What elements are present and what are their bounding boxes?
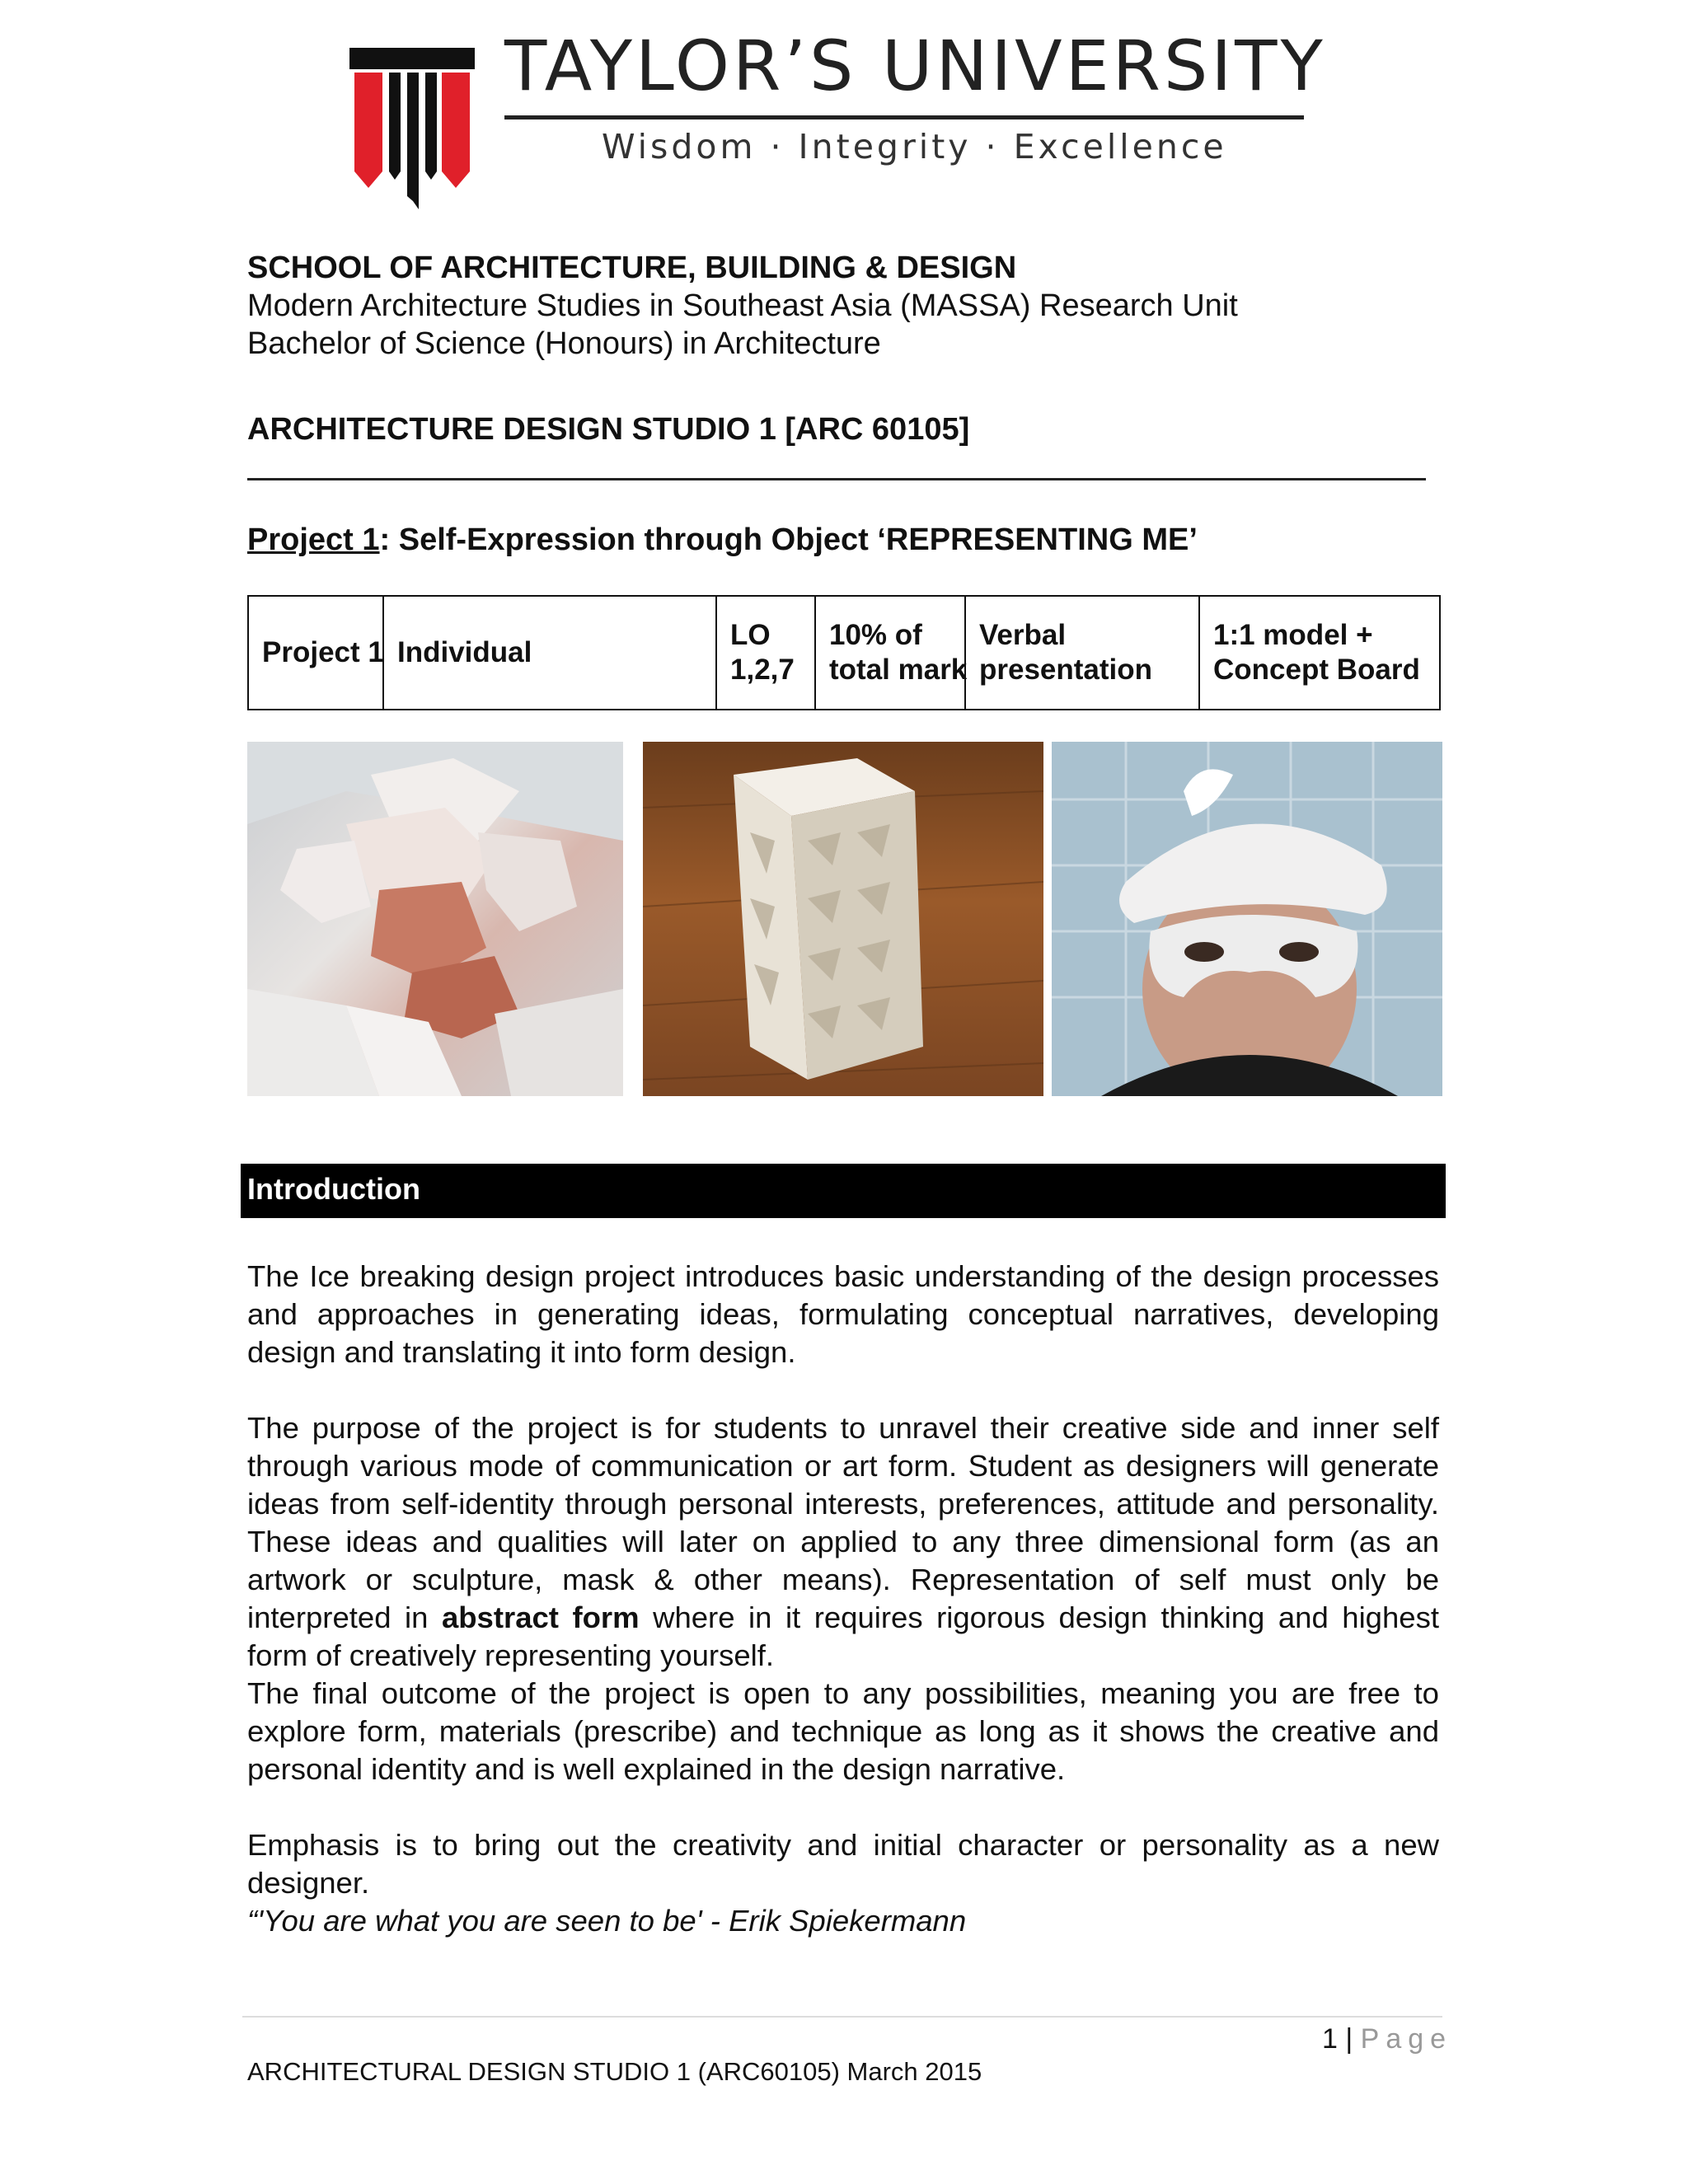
university-logo-icon <box>349 48 475 209</box>
university-motto: Wisdom · Integrity · Excellence <box>602 127 1227 166</box>
project-title <box>247 521 1198 559</box>
title-divider <box>247 478 1426 480</box>
designer-quote: “'You are what you are seen to be' - Erik Spiekermann <box>247 1904 967 1938</box>
footer-divider <box>242 2016 1442 2018</box>
intro-paragraph-4 <box>247 1826 1439 1940</box>
assessment-line2: presentation <box>979 654 1153 686</box>
paper-mask-photo <box>1052 742 1442 1096</box>
project-summary-table <box>247 595 1441 710</box>
paragraph-2-part-1: The purpose of the project is for students to unravel their creative side and inner self through various mode of communication or art form. Student as designers will generate ideas from self-identity through personal interests, preferences, attitude and personality. These ideas and qualities will later on applied to any three dimensional form (as an artwork or sculpture, mask & other means). Representation of self must only be interpreted in <box>247 1411 1439 1634</box>
table-cell-weight <box>815 596 968 710</box>
footer-course-date: ARCHITECTURAL DESIGN STUDIO 1 (ARC60105) March 2015 <box>247 2057 982 2086</box>
weight-line2: total mark <box>829 654 968 686</box>
lo-values: 1,2,7 <box>730 654 795 686</box>
lo-label: LO <box>730 619 771 651</box>
course-title: ARCHITECTURE DESIGN STUDIO 1 [ARC 60105] <box>247 412 970 447</box>
table-cell-assessment <box>965 596 1199 710</box>
assessment-line1: Verbal <box>979 619 1067 651</box>
weight-line1: 10% of <box>829 619 922 651</box>
university-name: TAYLOR’S UNIVERSITY <box>504 26 1326 106</box>
project-label: Project 1 <box>247 523 380 557</box>
paragraph-2-part-2: where in it requires rigorous design thinking and highest form of creatively representing yourself. <box>247 1601 1439 1672</box>
paper-sculpture-photo <box>247 742 623 1096</box>
table-cell-type: Individual <box>383 596 716 710</box>
research-unit: Modern Architecture Studies in Southeast Asia (MASSA) Research Unit <box>247 288 1238 323</box>
page-word: Page <box>1360 2023 1453 2055</box>
section-header-bar <box>241 1164 1446 1218</box>
school-name: SCHOOL OF ARCHITECTURE, BUILDING & DESIGN <box>247 251 1017 285</box>
intro-paragraph-3: The final outcome of the project is open to any possibilities, meaning you are free to explore form, materials (prescribe) and technique as long as it shows the creative and personal identity and is well explained in the design narrative. <box>247 1676 1439 1786</box>
page-number <box>1322 2021 1452 2057</box>
paragraph-4-text: Emphasis is to bring out the creativity and initial character or personality as a new designer. <box>247 1828 1439 1900</box>
page-number-value: 1 | <box>1322 2023 1353 2055</box>
deliverable-line2: Concept Board <box>1213 654 1420 686</box>
project-subtitle: : Self-Expression through Object ‘REPRESENTING ME’ <box>379 523 1198 557</box>
table-cell-deliverable <box>1199 596 1440 710</box>
programme-name: Bachelor of Science (Honours) in Architecture <box>247 326 881 361</box>
emphasis-abstract-form: abstract form <box>441 1601 640 1634</box>
logo-divider <box>504 115 1304 120</box>
section-heading: Introduction <box>247 1172 420 1206</box>
paper-tower-photo <box>643 742 1043 1096</box>
table-cell-lo <box>716 596 815 710</box>
deliverable-line1: 1:1 model + <box>1213 619 1373 651</box>
table-cell-project: Project 1 <box>248 596 383 710</box>
table-row <box>248 596 1440 710</box>
intro-paragraph-1: The Ice breaking design project introduces basic understanding of the design processes and approaches in generating ideas, formulating conceptual narratives, developing design and translating it into form design. <box>247 1259 1439 1369</box>
intro-paragraph-2 <box>247 1409 1439 1675</box>
